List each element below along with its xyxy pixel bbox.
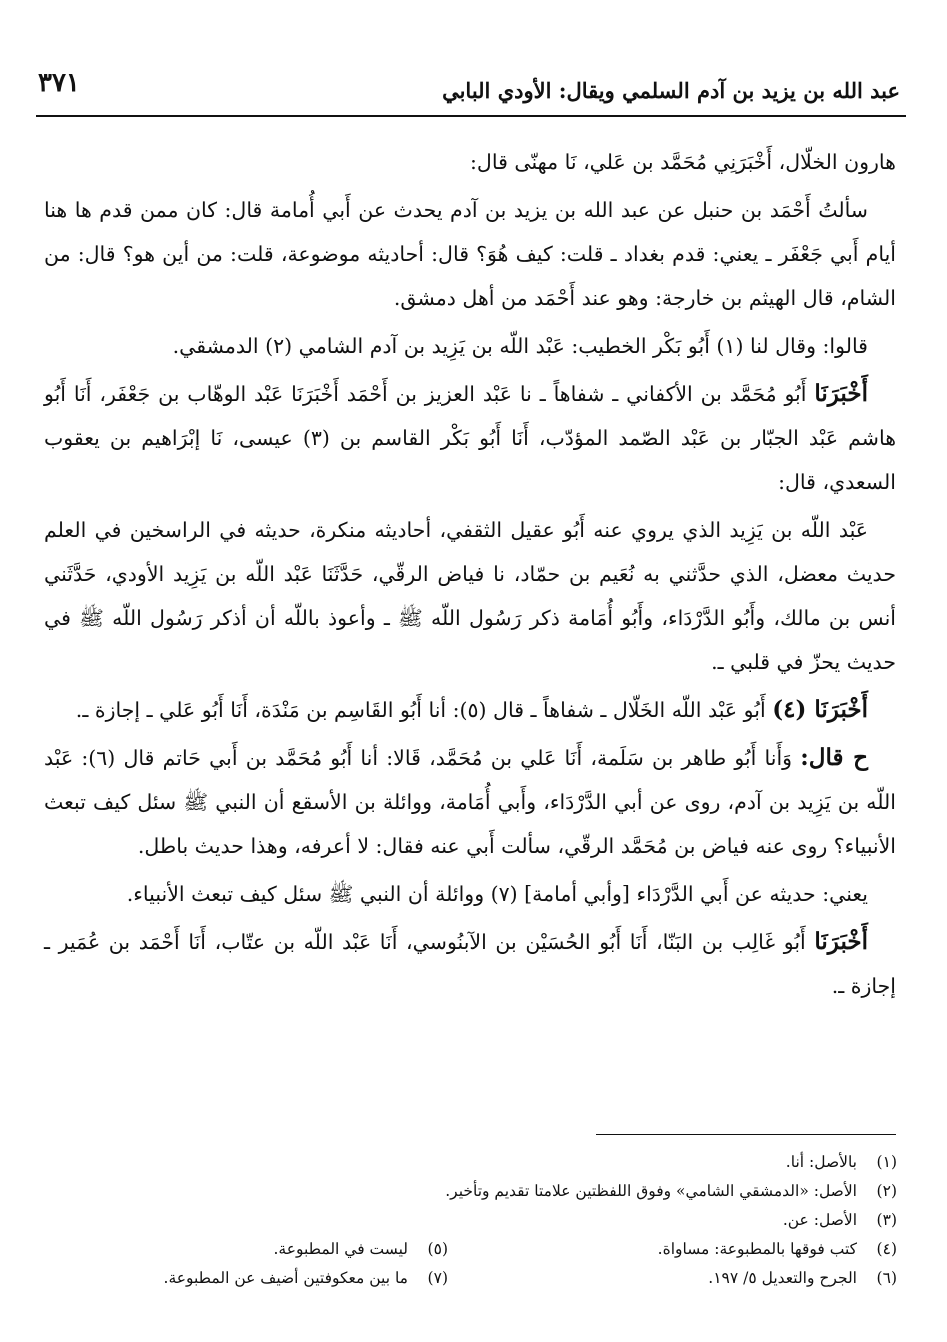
paragraph-6 [44, 688, 896, 732]
paragraph-6-text: أَبُو عَبْد اللّه الخَلّال ـ شفاهاً ـ قال (٥): أنا أَبُو القَاسِم بن مَنْدَة، أَنَا أَبُو عَلي ـ إجازة ـ. [75, 698, 766, 722]
main-text [44, 140, 896, 1012]
paragraph-7 [44, 736, 896, 868]
paragraph-9-lead: أَخْبَرَنَا [814, 928, 868, 955]
footnote-text: كتب فوقها بالمطبوعة: مساواة. [657, 1240, 857, 1258]
paragraph-9-text: أَبُو غَالِب بن البَنّا، أَنَا أَبُو الحُسَيْن بن الآبنُوسي، أَنَا عَبْد اللّه بن عتّاب، أَنَا أَحْمَد بن عُمَير ـ إجازة ـ. [44, 930, 896, 998]
footnote-text: الجرح والتعديل ٥/ ١٩٧. [708, 1269, 857, 1287]
footnotes-column-left [48, 1235, 448, 1293]
header-rule [36, 115, 906, 117]
paragraph-8-text: يعني: حديثه عن أَبي الدَّرْدَاء [وأبي أمامة] (٧) ووائلة أن النبي ﷺ سئل كيف تبعث الأنبياء. [126, 882, 868, 906]
footnote-7 [48, 1264, 448, 1293]
paragraph-5-text: عَبْد اللّه بن يَزِيد الذي يروي عنه أَبُو عقيل الثقفي، أحاديثه منكرة، حديثه في الراسخين في العلم حديث معضل، الذي حدَّثني به نُعَيم بن حمّاد، نا فياض الرقّي، حَدَّثَنَا عَبْد اللّه بن يَزِيد الأودي، حَدَّثَني أنس بن مالك، وأَبُو الدَّرْدَاء، وأَبُو أُمَامة ذكر رَسُول اللّه ﷺ ـ وأعوذ باللّه أن أذكر رَسُول اللّه ﷺ في حديث يحزّ في قلبي ـ. [44, 518, 896, 674]
paragraph-1 [44, 140, 896, 184]
footnote-text: بالأصل: أنا. [785, 1153, 857, 1171]
footnote-number: (٢) [876, 1182, 897, 1200]
paragraph-4-lead: أَخْبَرَنَا [814, 380, 868, 407]
footnote-text: الأصل: «الدمشقي الشامي» وفوق اللفظتين علامتا تقديم وتأخير. [445, 1182, 857, 1200]
paragraph-6-lead: أَخْبَرَنَا (٤) [772, 696, 868, 723]
paragraph-7-text: وَأَنا أَبُو طاهر بن سَلَمة، أَنَا عَلي بن مُحَمَّد، قَالا: أنا أَبُو مُحَمَّد بن أَبي حَاتم قال (٦): عَبْد اللّه بن يَزِيد بن آدم، روى عن أبي الدَّرْدَاء، وأَبي أُمَامة، ووائلة بن الأسقع أن النبي ﷺ سئل كيف تبعث الأنبياء؟ روى عنه فياض بن مُحَمَّد الرقّي، سألت أَبي عنه فقال: لا أعرفه، وهذا حديث باطل. [44, 746, 896, 858]
page-header [38, 62, 900, 112]
footnote-number: (٥) [427, 1240, 448, 1258]
footnote-5 [48, 1235, 448, 1264]
footnote-text: الأصل: عن. [782, 1211, 857, 1229]
paragraph-1-text: هارون الخلّال، أَخْبَرَنِي مُحَمَّد بن عَلي، نَا مهنّى قال: [470, 150, 896, 174]
footnote-rule [596, 1134, 896, 1135]
footnote-2 [337, 1177, 897, 1206]
page-number: ٣٧١ [38, 68, 80, 98]
running-title: عبد الله بن يزيد بن آدم السلمي ويقال: الأودي البابي [442, 78, 900, 103]
footnote-number: (٤) [876, 1240, 897, 1258]
paragraph-7-lead: ح قال: [800, 744, 868, 771]
footnote-text: ما بين معكوفتين أضيف عن المطبوعة. [163, 1269, 408, 1287]
paragraph-3 [44, 324, 896, 368]
paragraph-2 [44, 188, 896, 320]
footnote-3 [337, 1206, 897, 1235]
paragraph-3-text: قالوا: وقال لنا (١) أَبُو بَكْر الخطيب: عَبْد اللّه بن يَزِيد بن آدم الشامي (٢) الدمشقي. [172, 334, 868, 358]
paragraph-9 [44, 920, 896, 1008]
paragraph-8 [44, 872, 896, 916]
footnote-1 [337, 1148, 897, 1177]
footnote-number: (١) [876, 1153, 897, 1171]
paragraph-4 [44, 372, 896, 504]
paragraph-4-text: أَبُو مُحَمَّد بن الأكفاني ـ شفاهاً ـ نا عَبْد العزيز بن أَحْمَد أَخْبَرَنَا عَبْد الوهّاب بن جَعْفَر، أَنَا أَبُو هاشم عَبْد الجبّار بن عَبْد الصّمد المؤدّب، أَنَا أَبُو بَكْر القاسم بن (٣) عيسى، نَا إبْرَاهيم بن يعقوب السعدي، قال: [44, 382, 897, 494]
footnote-number: (٧) [427, 1269, 448, 1287]
footnote-number: (٣) [876, 1211, 897, 1229]
paragraph-5 [44, 508, 896, 684]
footnote-number: (٦) [876, 1269, 897, 1287]
paragraph-2-text: سألتُ أَحْمَد بن حنبل عن عبد الله بن يزيد بن آدم يحدث عن أَبي أُمامة قال: كان ممن قدم ها هنا أيام أَبي جَعْفَر ـ يعني: قدم بغداد ـ قلت: كيف هُوَ؟ قال: أحاديثه موضوعة، قلت: من أين هو؟ قال: من الشام، قال الهيثم بن خارجة: وهو عند أَحْمَد من أهل دمشق. [44, 198, 896, 310]
footnote-text: ليست في المطبوعة. [273, 1240, 408, 1258]
